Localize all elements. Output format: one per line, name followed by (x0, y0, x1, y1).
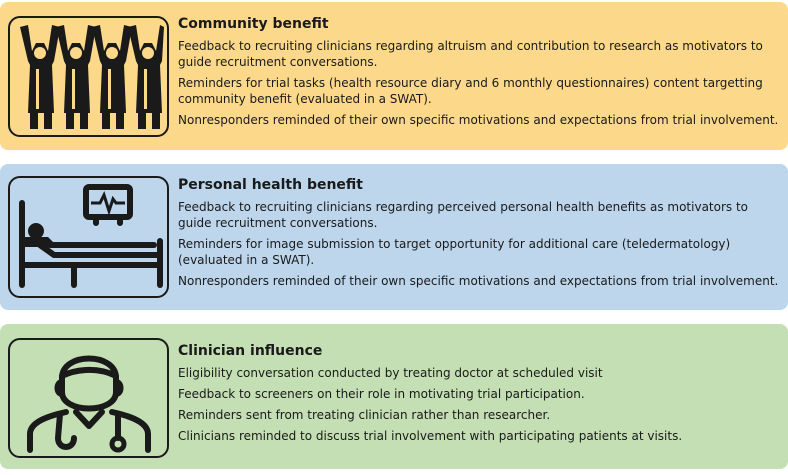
panel-heading: Clinician influence (178, 343, 323, 359)
list-item: Reminders sent from treating clinician rather than researcher. (178, 408, 551, 422)
list-item: Eligibility conversation conducted by treating doctor at scheduled visit (178, 366, 603, 380)
personal-health-benefit-content (178, 176, 782, 294)
clinician-influence-panel (0, 324, 788, 469)
doctor-stethoscope-icon (14, 342, 164, 454)
hospital-bed-icon-frame (8, 176, 169, 298)
panel-heading: Personal health benefit (178, 177, 363, 193)
list-item: Clinicians reminded to discuss trial involvement with participating patients at visits. (178, 429, 683, 443)
list-item: Reminders for trial tasks (health resource diary and 6 monthly questionnaires) content targetting community benefit (evaluated in a SWAT). (178, 76, 763, 106)
personal-health-benefit-panel (0, 164, 788, 310)
crowd-icon-frame (8, 16, 169, 137)
list-item: Feedback to recruiting clinicians regarding altruism and contribution to research as motivators to guide recruitment conversations. (178, 39, 763, 69)
list-item: Reminders for image submission to target opportunity for additional care (teledermatology) (evaluated in a SWAT). (178, 237, 731, 267)
list-item: Feedback to recruiting clinicians regarding perceived personal health benefits as motivators to guide recruitment conversations. (178, 200, 749, 230)
community-benefit-content (178, 15, 782, 133)
doctor-icon-frame (8, 338, 169, 458)
community-benefit-panel (0, 2, 788, 150)
list-item: Nonresponders reminded of their own specific motivations and expectations from trial involvement. (178, 113, 779, 127)
crowd-cheering-icon (14, 21, 164, 133)
panel-heading: Community benefit (178, 16, 329, 32)
hospital-bed-patient-icon (14, 181, 164, 293)
list-item: Feedback to screeners on their role in motivating trial participation. (178, 387, 585, 401)
list-item: Nonresponders reminded of their own specific motivations and expectations from trial involvement. (178, 274, 779, 288)
clinician-influence-content (178, 342, 782, 449)
